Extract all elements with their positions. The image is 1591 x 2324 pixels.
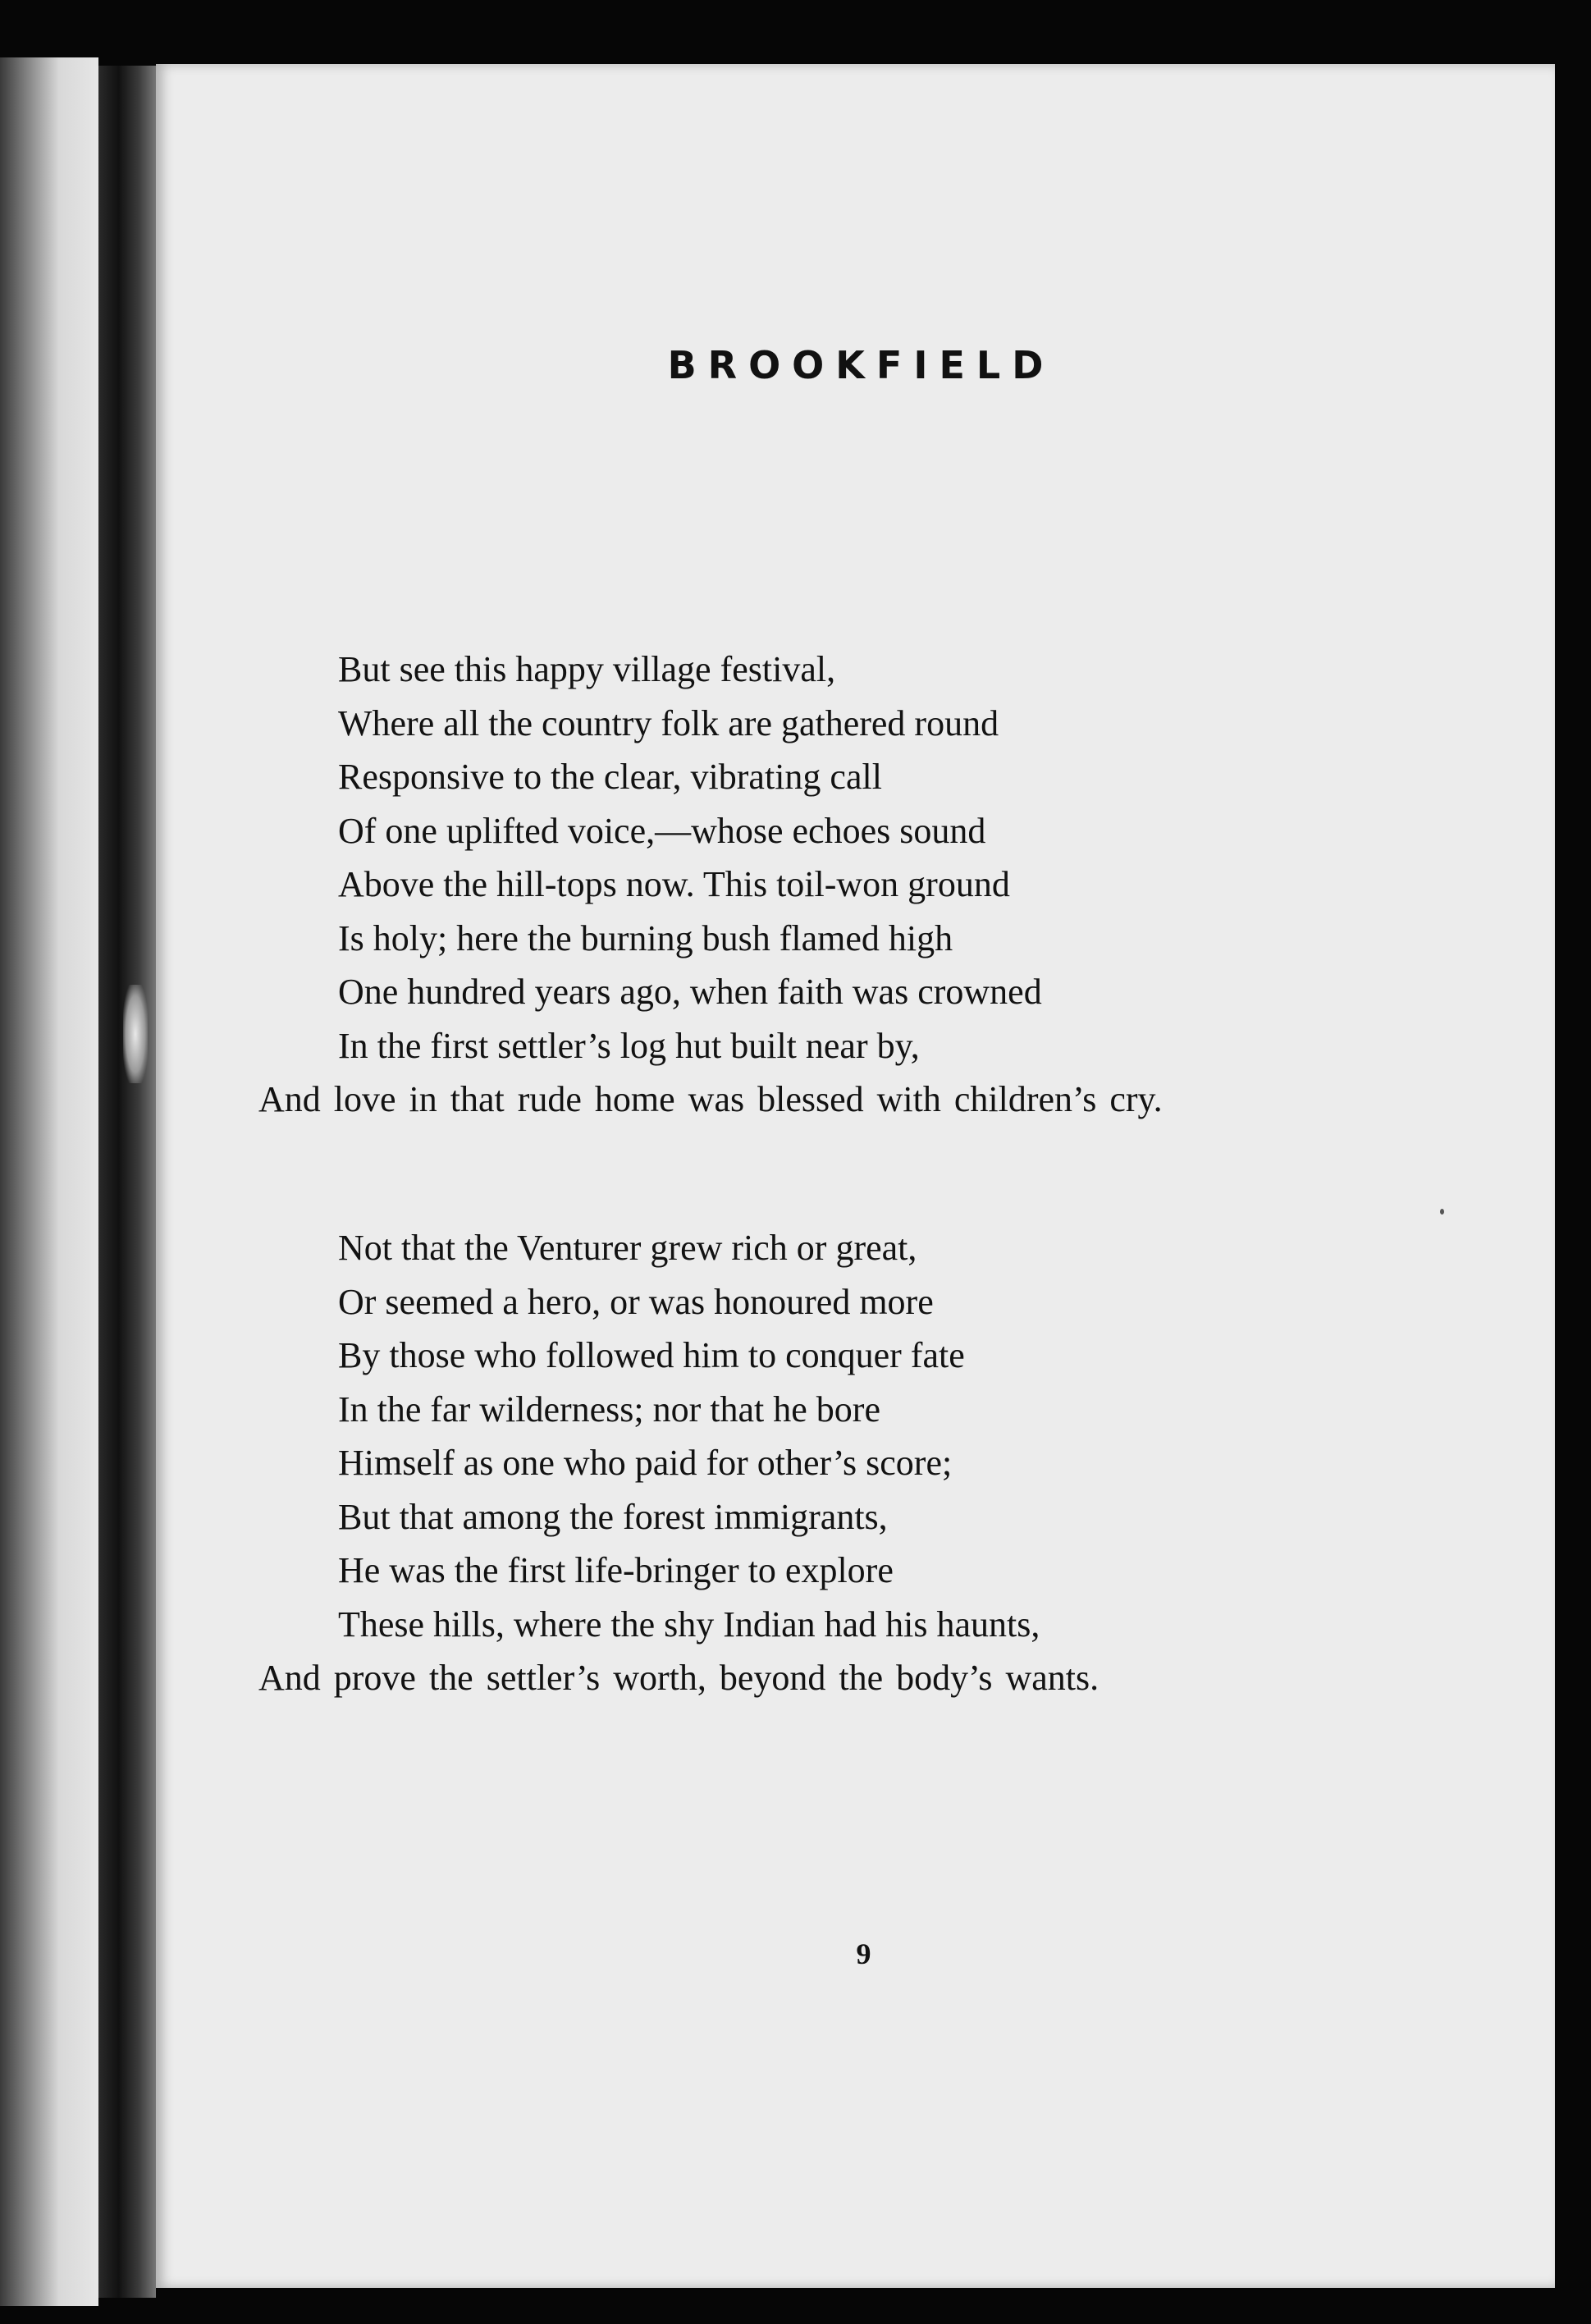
verse-line: One hundred years ago, when faith was crowned [338,972,1042,1012]
stanza-2 [156,1221,1555,1705]
verse-line: But see this happy village festival, [338,649,836,689]
book-spine-shadow [98,66,156,2298]
verse-line: Or seemed a hero, or was honoured more [338,1281,934,1322]
verse-line: By those who followed him to conquer fate [338,1335,965,1375]
verse-line-alexandrine: And love in that rude home was blessed with children’s cry. [258,1079,1163,1119]
book-page [156,64,1555,2288]
left-page-edge [0,57,98,2306]
verse-line: Himself as one who paid for other’s score; [338,1443,953,1483]
verse-line: Responsive to the clear, vibrating call [338,757,882,797]
page-number: 9 [856,1937,871,1970]
paper-speck [1440,1209,1444,1215]
stanza-1 [156,643,1555,1127]
verse-line-alexandrine: And prove the settler’s worth, beyond the body’s wants. [258,1658,1100,1698]
verse-line: But that among the forest immigrants, [338,1496,888,1537]
verse-line: He was the first life-bringer to explore [338,1550,894,1590]
verse-line: In the first settler’s log hut built near by, [338,1025,920,1066]
verse-line: Is holy; here the burning bush flamed high [338,917,953,958]
verse-line: These hills, where the shy Indian had his haunts, [338,1603,1040,1645]
verse-line: Above the hill-tops now. This toil-won ground [338,864,1010,904]
verse-line: In the far wilderness; nor that he bore [338,1388,880,1430]
verse-line: Where all the country folk are gathered round [338,702,999,743]
page-title: BROOKFIELD [667,343,1055,387]
verse-line: Of one uplifted voice,—whose echoes sound [338,810,986,851]
spine-blotch [123,985,148,1083]
verse-line: Not that the Venturer grew rich or great, [338,1228,917,1268]
